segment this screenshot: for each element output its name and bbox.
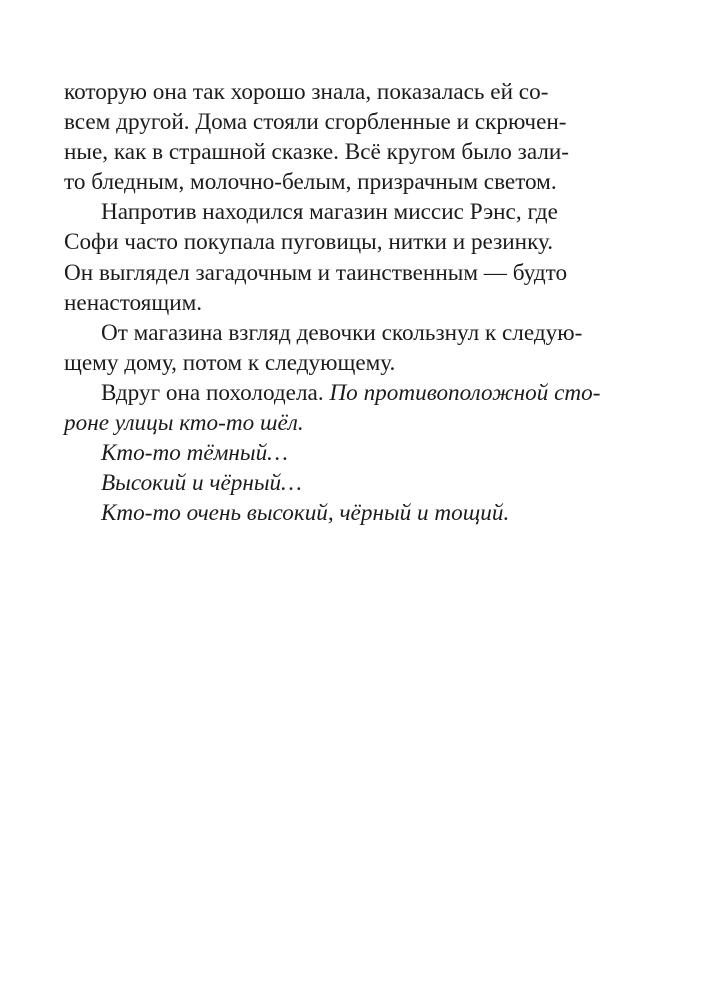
text-line [64,77,624,107]
text-segment: которую она так хорошо знала, показалась ей со- [64,79,549,105]
text-line [64,348,624,378]
text-line [64,378,624,408]
text-line [64,438,624,468]
text-segment: ненастоящим. [64,289,203,316]
text-line [64,408,624,438]
text-line [64,167,624,197]
text-segment: ные, как в страшной сказке. Всё кругом было зали- [64,139,570,166]
italic-text-segment: Кто-то очень высокий, чёрный и тощий. [101,500,510,527]
text-segment: Напротив находился магазин миссис Рэнс, где [101,199,558,226]
text-line [64,258,624,288]
italic-text-segment: роне улицы кто-то шёл. [64,410,304,437]
text-line [64,107,624,137]
text-line [64,197,624,227]
text-line [64,498,624,528]
italic-text-segment: Высокий и чёрный… [101,470,302,497]
italic-text-segment: По противоположной сто- [329,379,601,406]
text-segment: щему дому, потом к следующему. [64,349,396,376]
text-line [64,288,624,318]
text-segment: Софи часто покупала пуговицы, нитки и резинку. [64,229,554,256]
text-segment: От магазина взгляд девочки скользнул к следую- [101,319,583,346]
italic-text-segment: Кто-то тёмный… [101,440,288,467]
text-line [64,318,624,348]
text-line [64,137,624,167]
text-segment: Вдруг она похолодела. [101,379,330,406]
text-line [64,227,624,257]
body-text [64,77,624,528]
text-segment: всем другой. Дома стояли сгорбленные и скрючен- [64,109,567,136]
text-line [64,468,624,498]
text-segment: Он выглядел загадочным и таинственным — будто [64,259,568,286]
text-segment: то бледным, молочно-белым, призрачным светом. [64,169,557,196]
